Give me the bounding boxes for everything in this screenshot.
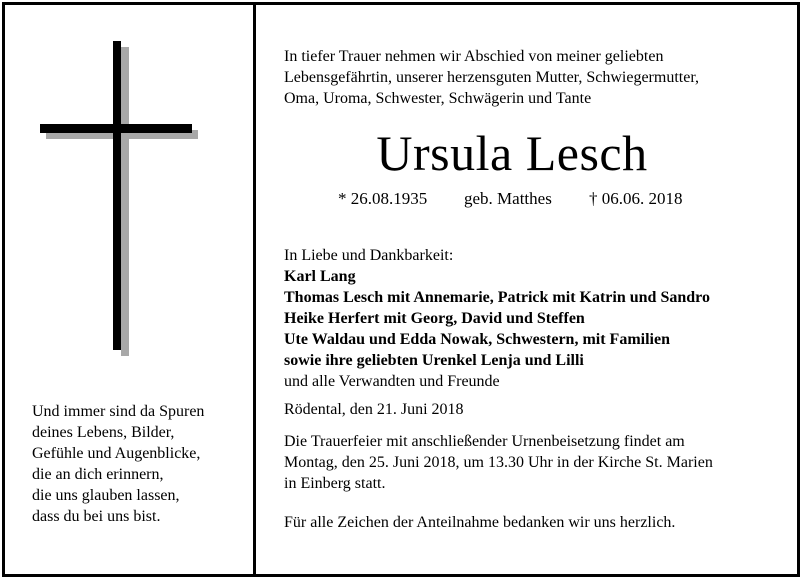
poem-line: Gefühle und Augenblicke, <box>32 445 201 462</box>
mourner-line: Karl Lang <box>284 268 356 285</box>
deceased-name: Ursula Lesch <box>376 125 648 181</box>
funeral-line: Montag, den 25. Juni 2018, um 13.30 Uhr in der Kirche St. Marien <box>284 454 713 471</box>
poem-line: deines Lebens, Bilder, <box>32 424 175 441</box>
birth-date: * 26.08.1935 <box>338 189 428 208</box>
mourners-block <box>284 245 710 392</box>
intro-line: Oma, Uroma, Schwester, Schwägerin und Tante <box>284 90 592 107</box>
mourner-line: sowie ihre geliebten Urenkel Lenja und Lilli <box>284 352 584 369</box>
poem-line: die uns glauben lassen, <box>32 487 180 504</box>
poem-line: dass du bei uns bist. <box>32 508 161 525</box>
poem-line: Und immer sind da Spuren <box>32 403 205 420</box>
place-and-date: Rödental, den 21. Juni 2018 <box>284 401 464 418</box>
intro-line: Lebensgefährtin, unserer herzensguten Mutter, Schwiegermutter, <box>284 69 700 86</box>
poem-line: die an dich erinnern, <box>32 466 164 483</box>
memorial-poem <box>32 401 204 527</box>
column-divider <box>253 2 256 577</box>
cross-beam-vertical <box>113 41 121 350</box>
funeral-line: Die Trauerfeier mit anschließender Urnenbeisetzung findet am <box>284 433 685 450</box>
funeral-info <box>284 431 713 494</box>
funeral-line: in Einberg statt. <box>284 475 386 492</box>
mourner-line: Ute Waldau und Edda Nowak, Schwestern, mit Familien <box>284 331 670 348</box>
cross-beam-horizontal <box>40 124 192 133</box>
mourner-line: Thomas Lesch mit Annemarie, Patrick mit Katrin und Sandro <box>284 289 710 306</box>
mourners-heading: In Liebe und Dankbarkeit: <box>284 247 454 264</box>
mourners-closing: und alle Verwandten und Freunde <box>284 373 500 390</box>
mourner-line: Heike Herfert mit Georg, David und Steffen <box>284 310 585 327</box>
maiden-name: geb. Matthes <box>464 189 552 208</box>
death-date: † 06.06. 2018 <box>589 189 683 208</box>
cross-shadow-vertical <box>121 47 129 356</box>
intro-text <box>284 46 699 109</box>
thanks-note: Für alle Zeichen der Anteilnahme bedanken wir uns herzlich. <box>284 514 676 531</box>
intro-line: In tiefer Trauer nehmen wir Abschied von meiner geliebten <box>284 48 664 65</box>
